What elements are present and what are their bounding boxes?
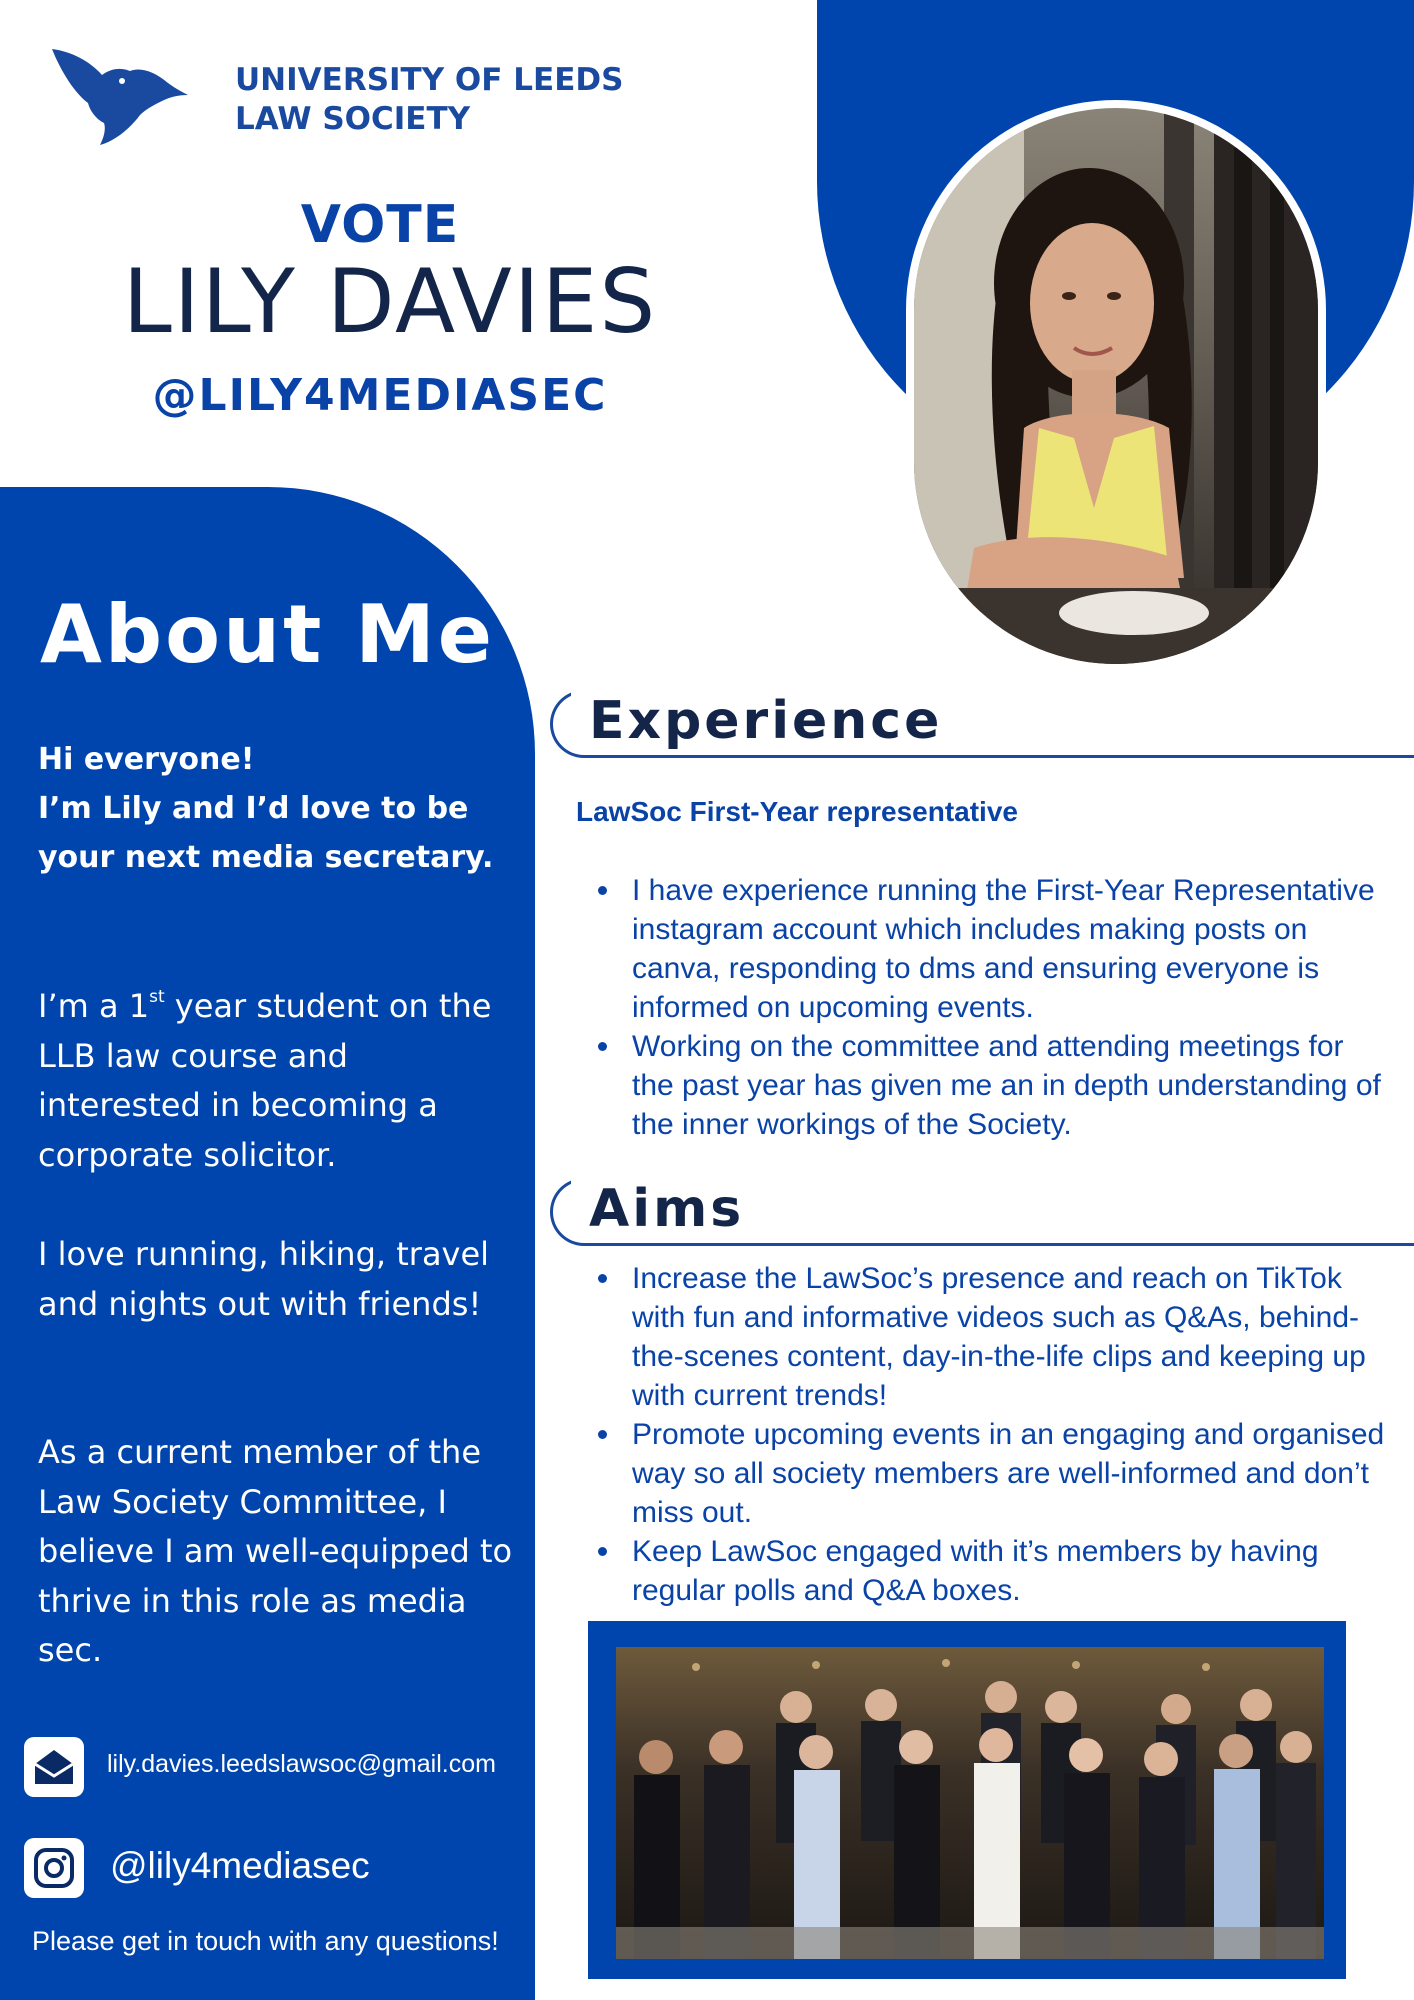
aims-list [590,1259,1390,1610]
list-item: Keep LawSoc engaged with it’s members by having regular polls and Q&A boxes. [590,1532,1390,1610]
experience-header [550,690,1414,758]
experience-role: LawSoc First-Year representative [576,796,1018,827]
about-me-title: About Me [40,588,496,681]
owl-logo-icon [50,45,190,145]
group-photo-frame [588,1621,1346,1979]
experience-list [590,871,1390,1144]
society-name-line1: UNIVERSITY OF LEEDS [235,62,624,98]
experience-title: Experience [589,691,943,751]
society-name [235,61,655,139]
vote-heading: VOTE [300,195,460,255]
list-item: Increase the LawSoc’s presence and reach on TikTok with fun and informative videos such as Q&As, behind-the-scenes content, day-in-the-life clips and keeping up with current trends! [590,1259,1390,1415]
contact-note: Please get in touch with any questions! [32,1926,499,1956]
about-paragraph-study [38,982,518,1180]
aims-title: Aims [589,1179,745,1239]
list-item: Working on the committee and attending meetings for the past year has given me an in depth understanding of the inner workings of the Society. [590,1027,1390,1144]
society-name-line2: LAW SOCIETY [235,101,471,137]
group-photo [616,1647,1324,1959]
about-study-ordinal: st [149,987,165,1007]
portrait-frame [906,100,1326,672]
about-paragraph-committee: As a current member of the Law Society Committee, I believe I am well-equipped to thrive in this role as media sec. [38,1433,513,1669]
candidate-portrait [914,108,1318,664]
contact-instagram[interactable]: @lily4mediasec [110,1845,370,1886]
about-study-text-rest: year student on the LLB law course and interested in becoming a corporate solicitor. [38,987,492,1174]
campaign-handle: @LILY4MEDIASEC [152,370,608,421]
about-paragraph-hobbies: I love running, hiking, travel and nights out with friends! [38,1235,490,1323]
about-study-text: I’m a 1 [38,987,150,1025]
candidate-name: LILY DAVIES [122,250,658,353]
list-item: I have experience running the First-Year Representative instagram account which includes making posts on canva, responding to dms and ensuring everyone is informed on upcoming events. [590,871,1390,1027]
list-item: Promote upcoming events in an engaging and organised way so all society members are well-informed and don’t miss out. [590,1415,1390,1532]
envelope-icon [24,1737,84,1797]
contact-email[interactable]: lily.davies.leedslawsoc@gmail.com [107,1750,496,1778]
about-intro-greeting: Hi everyone! [38,742,255,777]
about-intro [38,735,508,882]
instagram-icon [24,1838,84,1898]
about-intro-pitch: I’m Lily and I’d love to be your next media secretary. [38,791,494,875]
society-logo [50,45,650,155]
aims-header [550,1178,1414,1246]
